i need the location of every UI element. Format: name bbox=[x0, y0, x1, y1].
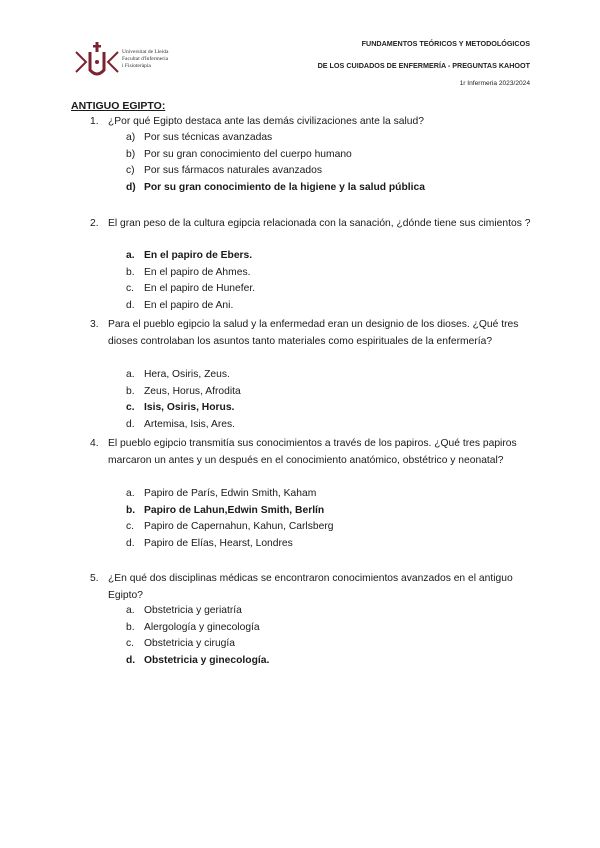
option-text: Alergología y ginecología bbox=[144, 621, 260, 633]
option-letter: d. bbox=[126, 418, 135, 430]
question-number: 1. bbox=[90, 116, 99, 127]
option bbox=[126, 367, 506, 384]
option-text: Artemisa, Isis, Ares. bbox=[144, 418, 235, 430]
option-letter: c. bbox=[126, 521, 135, 533]
option-letter: c) bbox=[126, 165, 135, 177]
university-logo bbox=[74, 40, 194, 84]
option-text: Papiro de Lahun,Edwin Smith, Berlín bbox=[144, 504, 325, 516]
logo-line-3: i Fisioteràpia bbox=[122, 63, 151, 69]
option-letter: a. bbox=[126, 605, 135, 616]
option-letter: b. bbox=[126, 504, 136, 516]
section-title: ANTIGUO EGIPTO: bbox=[71, 100, 166, 112]
option-letter: d. bbox=[126, 654, 136, 666]
option bbox=[126, 265, 506, 282]
option-text: Zeus, Horus, Afrodita bbox=[144, 385, 241, 397]
option-letter: a. bbox=[126, 369, 135, 380]
question-4 bbox=[90, 435, 535, 469]
option-text: Por sus fármacos naturales avanzados bbox=[144, 165, 322, 177]
option-letter: a. bbox=[126, 250, 135, 261]
option bbox=[126, 417, 506, 434]
question-3-options bbox=[126, 367, 506, 433]
option-letter: c. bbox=[126, 638, 135, 650]
header-year: 1r Infermeria 2023/2024 bbox=[459, 80, 530, 87]
option bbox=[126, 384, 506, 401]
question-text: ¿En qué dos disciplinas médicas se encontraron conocimientos avanzados en el antiguo Egipto? bbox=[108, 573, 513, 601]
option bbox=[126, 147, 506, 164]
question-4-options bbox=[126, 486, 506, 552]
option-letter: b) bbox=[126, 148, 136, 160]
logo-line-1: Universitat de Lleida bbox=[122, 49, 169, 55]
option bbox=[126, 298, 506, 315]
option-correct bbox=[126, 248, 506, 265]
option-text: Papiro de Elías, Hearst, Londres bbox=[144, 537, 293, 549]
option-correct bbox=[126, 400, 506, 417]
option bbox=[126, 620, 506, 637]
question-3 bbox=[90, 316, 535, 350]
option-letter: a. bbox=[126, 488, 135, 499]
logo-line-2: Facultat d'Infermeria bbox=[122, 56, 169, 62]
logo-text bbox=[122, 49, 168, 70]
option-text: Papiro de París, Edwin Smith, Kaham bbox=[144, 488, 317, 499]
option bbox=[126, 603, 506, 620]
option-text: En el papiro de Hunefer. bbox=[144, 283, 256, 295]
option bbox=[126, 519, 506, 536]
option-text: En el papiro de Ebers. bbox=[144, 250, 253, 261]
question-text: El pueblo egipcio transmitía sus conocimientos a través de los papiros. ¿Qué tres papiros marcaron un antes y un después en el conocimiento anatómico, obstétrico y neonatal? bbox=[108, 438, 517, 466]
option-letter: a) bbox=[126, 132, 136, 143]
option-text: Isis, Osiris, Horus. bbox=[144, 402, 235, 414]
option-text: Papiro de Capernahun, Kahun, Carlsberg bbox=[144, 521, 334, 533]
option-letter: d. bbox=[126, 299, 135, 311]
question-5 bbox=[90, 570, 535, 604]
option-text: Por su gran conocimiento del cuerpo humano bbox=[144, 148, 352, 160]
option-correct bbox=[126, 180, 506, 197]
header-course-subtitle: DE LOS CUIDADOS DE ENFERMERÍA - PREGUNTAS KAHOOT bbox=[317, 61, 530, 70]
option-text: Por sus técnicas avanzadas bbox=[144, 132, 273, 143]
option bbox=[126, 281, 506, 298]
question-1-options bbox=[126, 130, 506, 196]
option-text: En el papiro de Ahmes. bbox=[144, 266, 251, 278]
question-text: El gran peso de la cultura egipcia relacionada con la sanación, ¿dónde tiene sus cimientos ? bbox=[108, 218, 531, 229]
option-correct bbox=[126, 503, 506, 520]
question-2 bbox=[90, 215, 535, 232]
option-letter: b. bbox=[126, 266, 135, 278]
question-number: 2. bbox=[90, 218, 99, 229]
option-letter: b. bbox=[126, 385, 135, 397]
option bbox=[126, 636, 506, 653]
university-crest-icon bbox=[74, 40, 120, 84]
question-number: 4. bbox=[90, 438, 99, 449]
option bbox=[126, 163, 506, 180]
option-letter: b. bbox=[126, 621, 135, 633]
option bbox=[126, 486, 506, 503]
option bbox=[126, 130, 506, 147]
question-text: Para el pueblo egipcio la salud y la enfermedad eran un designio de los dioses. ¿Qué tres dioses controlaban los asuntos tanto materiales como espirituales de la enfermería? bbox=[108, 319, 519, 347]
option-letter: c. bbox=[126, 402, 135, 414]
option-text: Obstetricia y geriatría bbox=[144, 605, 242, 616]
question-number: 3. bbox=[90, 319, 99, 330]
option-letter: d. bbox=[126, 537, 135, 549]
question-5-options bbox=[126, 603, 506, 669]
option bbox=[126, 536, 506, 553]
question-number: 5. bbox=[90, 573, 99, 584]
option-text: Por su gran conocimiento de la higiene y la salud pública bbox=[144, 181, 425, 193]
option-correct bbox=[126, 653, 506, 670]
question-2-options bbox=[126, 248, 506, 314]
option-letter: c. bbox=[126, 283, 135, 295]
option-text: Obstetricia y ginecología. bbox=[144, 654, 270, 666]
option-text: Obstetricia y cirugía bbox=[144, 638, 235, 650]
header-course-title: FUNDAMENTOS TEÓRICOS Y METODOLÓGICOS bbox=[361, 39, 530, 48]
question-text: ¿Por qué Egipto destaca ante las demás civilizaciones ante la salud? bbox=[108, 116, 424, 127]
option-letter: d) bbox=[126, 181, 136, 193]
option-text: En el papiro de Ani. bbox=[144, 299, 234, 311]
option-text: Hera, Osiris, Zeus. bbox=[144, 369, 230, 380]
question-1 bbox=[90, 113, 535, 130]
